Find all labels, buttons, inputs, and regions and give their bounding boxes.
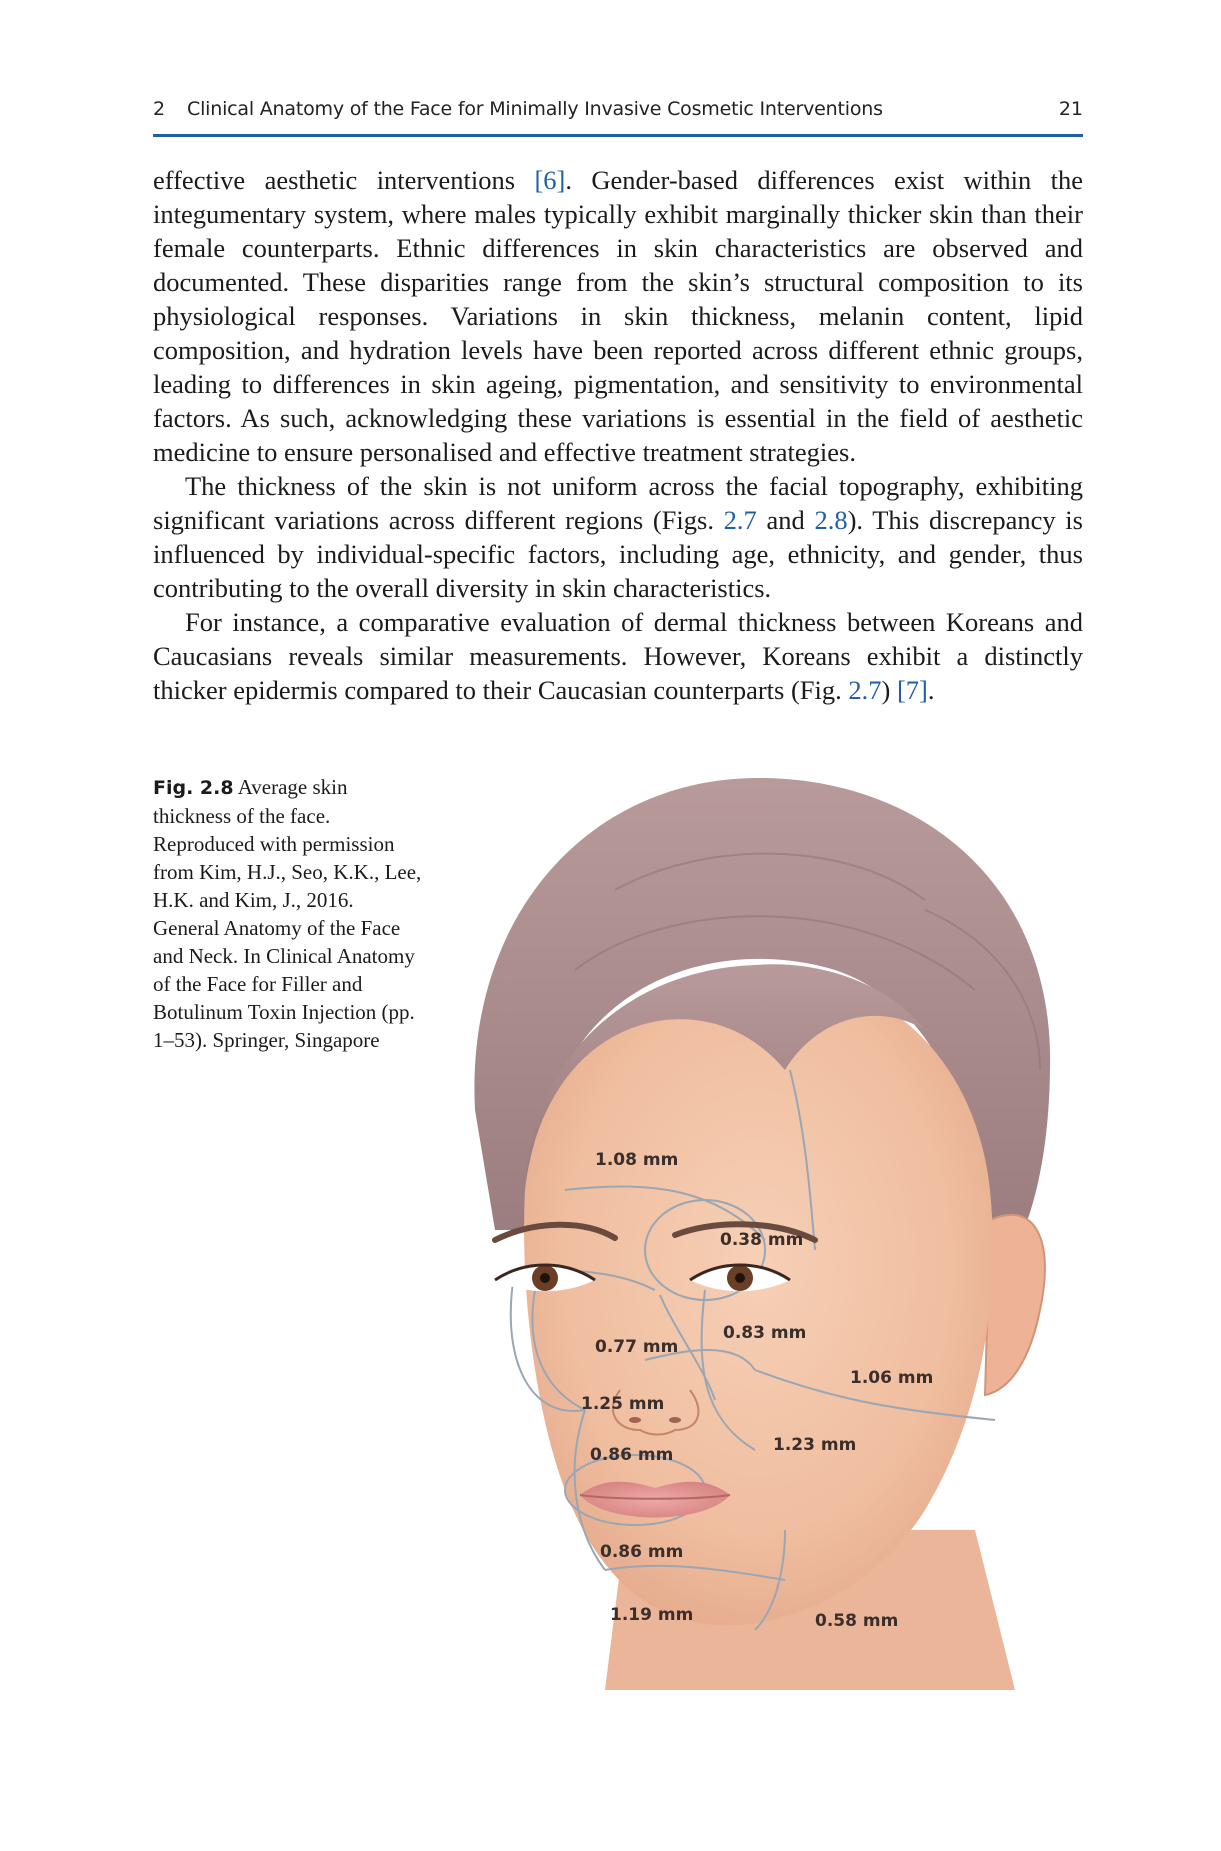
figure-caption-text: Average skin thickness of the face. Reproduced with permission from Kim, H.J., Seo, K.K., Lee, H.K. and Kim, J., 2016. General Anatomy of the Face and Neck. In Clinical Anatomy of the Face for Filler and Botulinum Toxin Injection (pp. 1–53). Springer, Singapore	[153, 775, 422, 1052]
paragraph-text: For instance, a comparative evaluation of dermal thickness between Koreans and Caucasians reveals similar measurements. However, Koreans exhibit a distinctly thicker epidermis compared to their Caucasian counterparts (Fig.	[153, 607, 1083, 705]
chapter-title: Clinical Anatomy of the Face for Minimally Invasive Cosmetic Interventions	[187, 98, 883, 120]
paragraph-text: and	[756, 505, 815, 535]
paragraph-text: The thickness of the skin is not uniform across the facial topography, exhibiting significant variations across different regions (Figs.	[153, 471, 1083, 535]
figure-label: Fig. 2.8	[153, 777, 234, 799]
figure-caption	[153, 773, 423, 1054]
paragraph	[153, 605, 1083, 707]
measurement-upper-lip: 0.86 mm	[590, 1445, 674, 1465]
measurement-nasal-tip: 1.25 mm	[581, 1394, 665, 1414]
header-rule	[153, 134, 1083, 137]
paragraph	[153, 469, 1083, 605]
paragraph-text: )	[881, 675, 897, 705]
body-text	[153, 163, 1083, 707]
running-head	[153, 96, 1083, 126]
measurement-lower-eyelid: 0.38 mm	[720, 1230, 804, 1250]
measurement-preauricular: 1.06 mm	[850, 1368, 934, 1388]
face	[524, 970, 993, 1625]
measurement-nasal-dorsum: 0.77 mm	[595, 1337, 679, 1357]
citation-link[interactable]: 2.8	[814, 505, 848, 535]
measurement-forehead: 1.08 mm	[595, 1150, 679, 1170]
citation-link[interactable]: [6]	[534, 165, 566, 195]
citation-link[interactable]: [7]	[896, 675, 928, 705]
page-number: 21	[1058, 98, 1083, 120]
paragraph	[153, 163, 1083, 469]
ear	[985, 1215, 1045, 1395]
measurement-chin: 1.19 mm	[610, 1605, 694, 1625]
paragraph-text: . Gender-based differences exist within the integumentary system, where males typically exhibit marginally thicker skin than their female counterparts. Ethnic differences in skin characteristics are observed and documented. These disparities range from the skin’s structural composition to its physiological responses. Variations in skin thickness, melanin content, lipid composition, and hydration levels have been reported across different ethnic groups, leading to differences in skin ageing, pigmentation, and sensitivity to environmental factors. As such, acknowledging these variations is essential in the field of aesthetic medicine to ensure personalised and effective treatment strategies.	[153, 165, 1083, 467]
face-illustration	[455, 770, 1095, 1690]
measurement-cheek: 1.23 mm	[773, 1435, 857, 1455]
measurement-infraorbital: 0.83 mm	[723, 1323, 807, 1343]
paragraph-text: .	[927, 675, 935, 705]
citation-link[interactable]: 2.7	[723, 505, 757, 535]
measurement-jaw: 0.58 mm	[815, 1611, 899, 1631]
measurement-lower-lip: 0.86 mm	[600, 1542, 684, 1562]
citation-link[interactable]: 2.7	[848, 675, 882, 705]
paragraph-text: ). This discrepancy is influenced by individual-specific factors, including age, ethnicity, and gender, thus contributing to the overall diversity in skin characteristics.	[153, 505, 1083, 603]
paragraph-text: effective aesthetic interventions	[153, 165, 535, 195]
chapter-number: 2	[153, 98, 166, 120]
